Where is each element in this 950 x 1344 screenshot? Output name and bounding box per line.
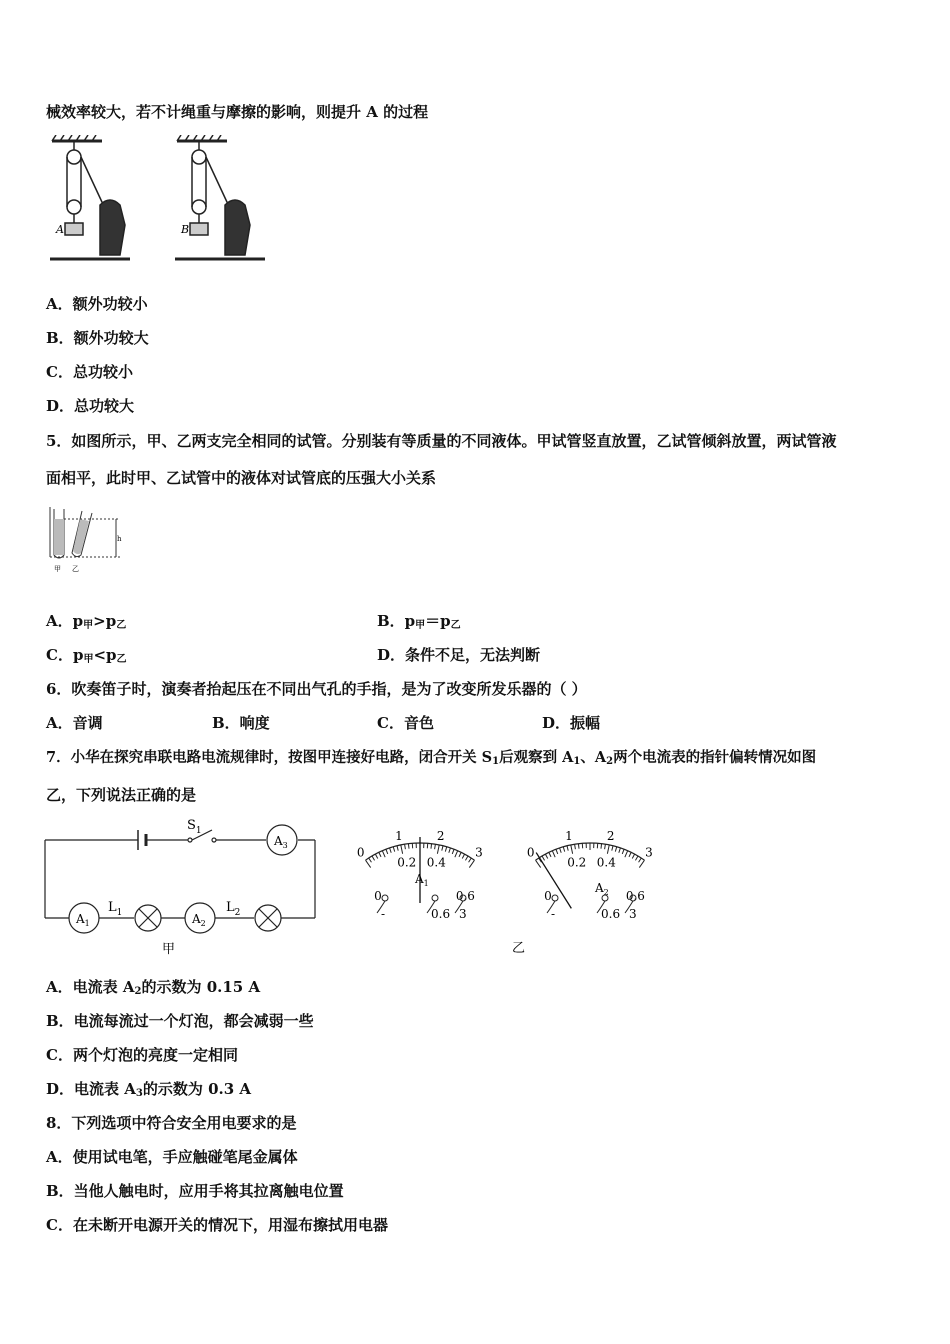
test-tube-figure bbox=[44, 505, 134, 575]
dial-tick bbox=[379, 852, 381, 857]
terminal-label: 0.6 bbox=[601, 907, 621, 921]
dial-bottom-tick-label: 0 bbox=[374, 889, 382, 904]
meter-a2-label: $A_2$ bbox=[595, 881, 609, 897]
dial-tick bbox=[635, 856, 638, 860]
dial-tick bbox=[459, 852, 461, 857]
dial-tick bbox=[455, 851, 458, 857]
dial-tick bbox=[445, 847, 446, 852]
dial-tick bbox=[393, 847, 394, 852]
dial-tick bbox=[622, 849, 624, 854]
q6-stem: 6．吹奏笛子时，演奏者抬起压在不同出气孔的手指，是为了改变所发乐器的（ ） bbox=[46, 680, 587, 698]
q7-option-b: B．电流每流过一个灯泡，都会减弱一些 bbox=[46, 1012, 314, 1030]
dial-tick bbox=[552, 851, 555, 857]
dial-tick bbox=[575, 844, 576, 849]
dial-tick bbox=[639, 860, 644, 867]
pulley-figure bbox=[50, 135, 270, 265]
dial-tick bbox=[629, 852, 631, 857]
dial-bottom-tick-label: 0.4 bbox=[426, 855, 446, 870]
q6-option-c: C．音色 bbox=[377, 714, 434, 732]
circuit-caption: 甲 bbox=[162, 942, 176, 957]
dial-tick bbox=[462, 854, 464, 858]
dial-tick bbox=[625, 851, 628, 857]
dial-top-tick-label: 1 bbox=[565, 829, 573, 844]
q5-option-d: D．条件不足，无法判断 bbox=[377, 646, 541, 664]
dial-bottom-tick-label: 0.2 bbox=[397, 855, 417, 870]
dial-tick bbox=[382, 851, 385, 857]
ammeter-a1-label: $A_1$ bbox=[76, 912, 90, 928]
dial-tick bbox=[401, 845, 403, 854]
ammeter-dials bbox=[345, 818, 685, 963]
question-4-stem-continuation: 械效率较大，若不计绳重与摩擦的影响，则提升 A 的过程 bbox=[46, 103, 429, 121]
label-yi: 乙 bbox=[72, 565, 79, 573]
dial-tick bbox=[469, 858, 472, 862]
dial-tick bbox=[405, 844, 406, 849]
dial-tick bbox=[452, 849, 454, 854]
dial-tick bbox=[639, 858, 642, 862]
dial-tick bbox=[386, 849, 388, 854]
dial-tick bbox=[397, 846, 398, 851]
dial-tick bbox=[615, 847, 616, 852]
dial-top-tick-label: 0 bbox=[526, 845, 535, 860]
q4-option-a: A．额外功较小 bbox=[46, 295, 148, 313]
dial-tick bbox=[435, 844, 436, 849]
label-b: B bbox=[181, 223, 190, 236]
dial-bottom-tick-label: 0 bbox=[544, 889, 552, 904]
q6-option-a: A．音调 bbox=[46, 714, 103, 732]
lamp-l1-label: $L_1$ bbox=[108, 900, 123, 918]
q8-option-b: B．当他人触电时，应用手将其拉离触电位置 bbox=[46, 1182, 344, 1200]
q4-option-d: D．总功较大 bbox=[46, 397, 135, 415]
terminal-label: 3 bbox=[459, 907, 467, 921]
dial-tick bbox=[549, 852, 551, 857]
q6-option-d: D．振幅 bbox=[542, 714, 601, 732]
dial-tick bbox=[369, 858, 372, 862]
terminal-post bbox=[382, 895, 388, 901]
q4-option-c: C．总功较小 bbox=[46, 363, 133, 381]
pulley-system-b bbox=[175, 135, 265, 259]
terminal-label: - bbox=[381, 907, 386, 921]
dial-tick bbox=[408, 844, 409, 849]
dial-tick bbox=[601, 844, 602, 849]
dial-tick bbox=[563, 847, 564, 852]
q5-option-b: B．$p_甲=p_乙$ bbox=[377, 612, 461, 631]
dial-bottom-tick-label: 0.6 bbox=[455, 889, 475, 904]
dial-bottom-tick-label: 0.6 bbox=[625, 889, 645, 904]
q4-option-b: B．额外功较大 bbox=[46, 329, 149, 347]
dial-tick bbox=[571, 845, 573, 854]
dial-bottom-tick-label: 0.2 bbox=[567, 855, 587, 870]
q6-option-b: B．响度 bbox=[212, 714, 270, 732]
dial-top-tick-label: 3 bbox=[475, 845, 483, 860]
meter-a1-label: $A_1$ bbox=[415, 872, 429, 888]
meters-caption: 乙 bbox=[512, 941, 526, 956]
dial-tick bbox=[437, 845, 439, 854]
circuit-diagram bbox=[40, 815, 325, 960]
lamp-l2-label: $L_2$ bbox=[226, 900, 241, 918]
label-h: h bbox=[117, 535, 122, 543]
q8-stem: 8．下列选项中符合安全用电要求的是 bbox=[46, 1114, 297, 1132]
dial-tick bbox=[605, 844, 606, 849]
dial-top-tick-label: 2 bbox=[436, 829, 445, 844]
q8-option-c: C．在未断开电源开关的情况下，用湿布擦拭用电器 bbox=[46, 1216, 388, 1234]
q7-option-d: D．电流表 $A_3$的示数为 0.3 A bbox=[46, 1080, 252, 1099]
pulley-system-a bbox=[50, 135, 130, 259]
q7-option-a: A．电流表 $A_2$的示数为 0.15 A bbox=[46, 978, 261, 997]
dial-tick bbox=[560, 848, 562, 853]
terminal-post bbox=[432, 895, 438, 901]
dial-tick bbox=[556, 849, 558, 854]
terminal-post bbox=[552, 895, 558, 901]
dial-top-tick-label: 2 bbox=[606, 829, 615, 844]
terminal-label: 3 bbox=[629, 907, 637, 921]
ammeter-a2-label: $A_2$ bbox=[192, 912, 206, 928]
dial-tick bbox=[366, 860, 371, 867]
label-jia: 甲 bbox=[54, 565, 61, 573]
dial-tick bbox=[390, 848, 392, 853]
dial-tick bbox=[372, 856, 375, 860]
dial-tick bbox=[542, 856, 545, 860]
dial-top-tick-label: 3 bbox=[645, 845, 653, 860]
dial-needle bbox=[536, 853, 571, 909]
dial-top-tick-label: 0 bbox=[356, 845, 365, 860]
dial-tick bbox=[449, 848, 451, 853]
q5-stem-line1: 5．如图所示，甲、乙两支完全相同的试管。分别装有等质量的不同液体。甲试管竖直放置，乙试管倾斜放置，两试管液 bbox=[46, 432, 837, 450]
dial-tick bbox=[442, 846, 443, 851]
dial-tick bbox=[578, 844, 579, 849]
switch-label: $S_1$ bbox=[187, 818, 202, 836]
dial-tick bbox=[607, 845, 609, 854]
terminal-label: 0.6 bbox=[431, 907, 451, 921]
dial-tick bbox=[375, 854, 377, 858]
q7-stem-line1: 7．小华在探究串联电路电流规律时，按图甲连接好电路，闭合开关 $S_1$后观察到 $A_1$、$A_2$两个电流表的指针偏转情况如图 bbox=[46, 749, 817, 767]
q5-option-a: A．$p_甲>p_乙$ bbox=[46, 612, 127, 631]
dial-bottom-tick-label: 0.4 bbox=[596, 855, 616, 870]
q7-stem-line2: 乙，下列说法正确的是 bbox=[46, 786, 197, 804]
ammeter-a2-dial bbox=[527, 829, 653, 921]
dial-tick bbox=[545, 854, 547, 858]
q7-option-c: C．两个灯泡的亮度一定相同 bbox=[46, 1046, 238, 1064]
dial-tick bbox=[465, 856, 468, 860]
label-a: A bbox=[56, 223, 64, 236]
dial-tick bbox=[632, 854, 634, 858]
q5-stem-line2: 面相平，此时甲、乙试管中的液体对试管底的压强大小关系 bbox=[46, 469, 437, 487]
dial-tick bbox=[567, 846, 568, 851]
dial-tick bbox=[619, 848, 621, 853]
dial-tick bbox=[431, 844, 432, 849]
dial-tick bbox=[536, 860, 541, 867]
dial-tick bbox=[612, 846, 613, 851]
dial-tick bbox=[469, 860, 474, 867]
ammeter-a3-label: $A_3$ bbox=[274, 834, 288, 850]
terminal-label: - bbox=[551, 907, 556, 921]
dial-top-tick-label: 1 bbox=[395, 829, 403, 844]
q5-option-c: C．$p_甲<p_乙$ bbox=[46, 646, 127, 665]
q8-option-a: A．使用试电笔，手应触碰笔尾金属体 bbox=[46, 1148, 298, 1166]
